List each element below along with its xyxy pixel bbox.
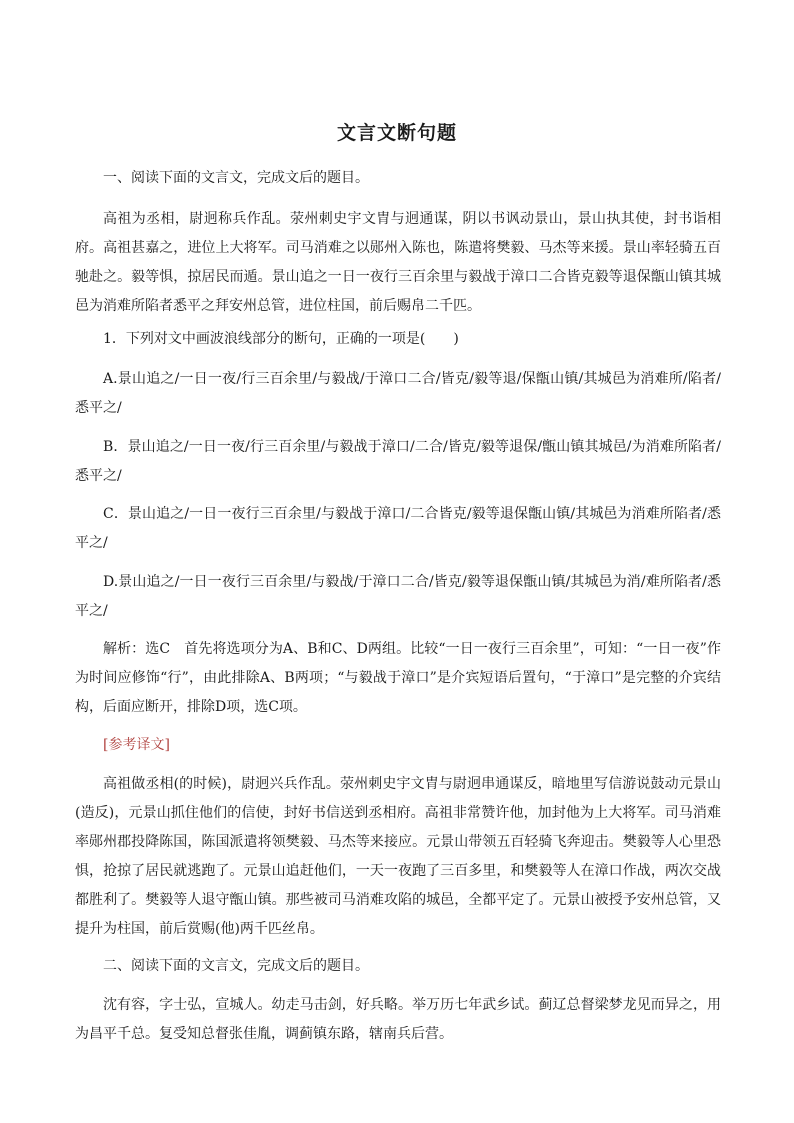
- passage-1: 高祖为丞相，尉迥称兵作乱。荥州刺史宇文胄与迥通谋，阴以书讽动景山，景山执其使，封书诣相府。高祖甚嘉之，进位上大将军。司马消难之以郧州入陈也，陈遣将樊毅、马杰等来援。景山率轻骑五百驰赴之。毅等惧，掠居民而遁。景山追之一日一夜行三百余里与毅战于漳口二合皆克毅等退保甑山镇其城邑为消难所陷者悉平之拜安州总管，进位柱国，前后赐帛二千匹。: [75, 211, 721, 314]
- translation: 高祖做丞相(的时候)，尉迥兴兵作乱。荥州刺史宇文胄与尉迥串通谋反，暗地里写信游说鼓动元景山(造反)，元景山抓住他们的信使，封好书信送到丞相府。高祖非常赞许他，加封他为上大将军。司马消难率郧州郡投降陈国，陈国派遣将领樊毅、马杰等来接应。元景山带领五百轻骑飞奔迎击。樊毅等人心里恐惧，抢掠了居民就逃跑了。元景山追赶他们，一天一夜跑了三百多里，和樊毅等人在漳口作战，两次交战都胜利了。樊毅等人退守甑山镇。那些被司马消难攻陷的城邑，全都平定了。元景山被授予安州总管，又提升为柱国，前后赏赐(他)两千匹丝帛。: [75, 776, 721, 937]
- passage-2: 沈有容，字士弘，宣城人。幼走马击剑，好兵略。举万历七年武乡试。蓟辽总督梁梦龙见而异之，用为昌平千总。复受知总督张佳胤，调蓟镇东路，辖南兵后营。: [75, 997, 721, 1042]
- reference-translation-label: [参考译文]: [103, 737, 170, 753]
- option-a: A.景山追之/一日一夜/行三百余里/与毅战/于漳口二合/皆克/毅等退/保甑山镇/其城邑为消难所/陷者/悉平之/: [75, 371, 721, 416]
- option-d: D.景山追之/一日一夜行三百余里/与毅战/于漳口二合/皆克/毅等退保甑山镇/其城邑为消/难所陷者/悉平之/: [75, 574, 721, 619]
- section-1-heading: 一、阅读下面的文言文，完成文后的题目。: [103, 170, 369, 186]
- section-2-heading: 二、阅读下面的文言文，完成文后的题目。: [103, 958, 369, 974]
- analysis: 解析：选C 首先将选项分为A、B和C、D两组。比较“一日一夜行三百余里”，可知：“一日一夜”作为时间应修饰“行”，由此排除A、B两项；“与毅战于漳口”是介宾短语后置句，“于漳口”是完整的介宾结构，后面应断开，排除D项，选C项。: [75, 641, 721, 715]
- question-1: 1．下列对文中画波浪线部分的断句，正确的一项是( ): [103, 331, 459, 347]
- option-b: B．景山追之/一日一夜/行三百余里/与毅战于漳口/二合/皆克/毅等退保/甑山镇其城邑/为消难所陷者/悉平之/: [75, 439, 721, 484]
- page-title: 文言文断句题: [336, 122, 457, 144]
- option-c: C．景山追之/一日一夜行三百余里/与毅战于漳口/二合皆克/毅等退保甑山镇/其城邑为消难所陷者/悉平之/: [75, 506, 721, 551]
